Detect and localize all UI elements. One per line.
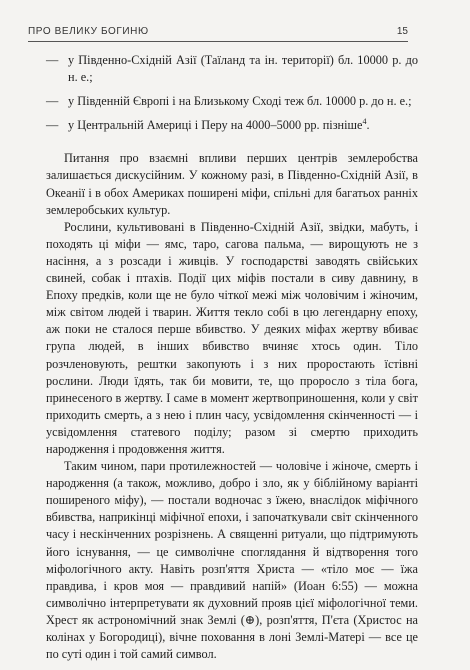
list-dash: — (46, 118, 59, 133)
list-item (46, 93, 418, 110)
list-item (46, 117, 418, 134)
list-item-text: у Південно-Східній Азії (Таїланд та ін. території) бл. 10000 р. до н. е.; (68, 53, 418, 85)
header-rule (28, 41, 408, 42)
footnote-marker: 4 (362, 117, 367, 127)
paragraph: Таким чином, пари протилежностей — чоловіче і жіноче, смерть і народження (а також, можливо, добро і зло, як у біблійному варіанті поширеного міфу), — постали водночас з їжею, внаслідок міфічного вбивства, наприкінці міфічної епохи, і започаткували світ скінченного часу і нескінченних розрізнень. А священні ритуали, що підтримують його існування, — це символічне споглядання й відтворення того міфологічного акту. Навіть розп'яття Христа — «тіло моє — їжа правдива, і кров моя — правдивий напій» (Иоан 6:55) — можна символічно інтерпретувати як духовний прояв цієї міфологічної теми. Хрест як астрономічний знак Землі (⊕), розп'яття, П'єта (Христос на колінах у Богородиці), вічне поховання в лоні Землі-Матері — все це по суті один і той самий символ. (46, 459, 418, 662)
page-number: 15 (396, 26, 408, 37)
running-head-title: ПРО ВЕЛИКУ БОГИНЮ (28, 26, 149, 37)
list-item-tail: . (366, 118, 370, 133)
paragraph: Питання про взаємні впливи перших центрів землеробства залишається дискусійним. У кожному разі, в Південно-Східній Азії, в Океанії і в обох Америках поширені міфи, спільні для багатьох ранніх землеробських культур. (46, 151, 418, 217)
list-dash: — (46, 94, 59, 109)
list-item-text: у Південній Європі і на Близькому Сході теж бл. 10000 р. до н. е.; (68, 94, 412, 109)
page-text (46, 52, 418, 663)
paragraph: Рослини, культивовані в Південно-Східній Азії, звідки, мабуть, і походять ці міфи — ямс, таро, сагова пальма, — вирощують не з насіння, а з розсади і живців. У господарстві заводять свійських свиней, собак і птахів. Події цих міфів постали в сиву давнину, в Епоху предків, коли ще не було чіткої межі між чоловічим і жіночим, між світом людей і тварин. Життя текло собі в цю легендарну епоху, аж поки не сталося перше вбивство. У деяких міфах жертву вбиває група людей, в інших вбивство вчиняє хтось один. Тіло розчленовують, рештки закопують і з них проростають їстівні рослини. Люди їдять, так би мовити, те, що проросло з тіла бога, принесеного в жертву. І саме в момент жертвоприношення, коли у світ приходить смерть, а з нею і плин часу, усвідомлення скінченності — і усвідомлення статевого поділу; разом зі смертю приходить народження і продовження життя. (46, 219, 418, 456)
list-item (46, 52, 418, 86)
list-item-text: у Центральній Америці і Перу на 4000–5000 рр. пізніше (68, 118, 363, 133)
list-dash: — (46, 53, 59, 67)
